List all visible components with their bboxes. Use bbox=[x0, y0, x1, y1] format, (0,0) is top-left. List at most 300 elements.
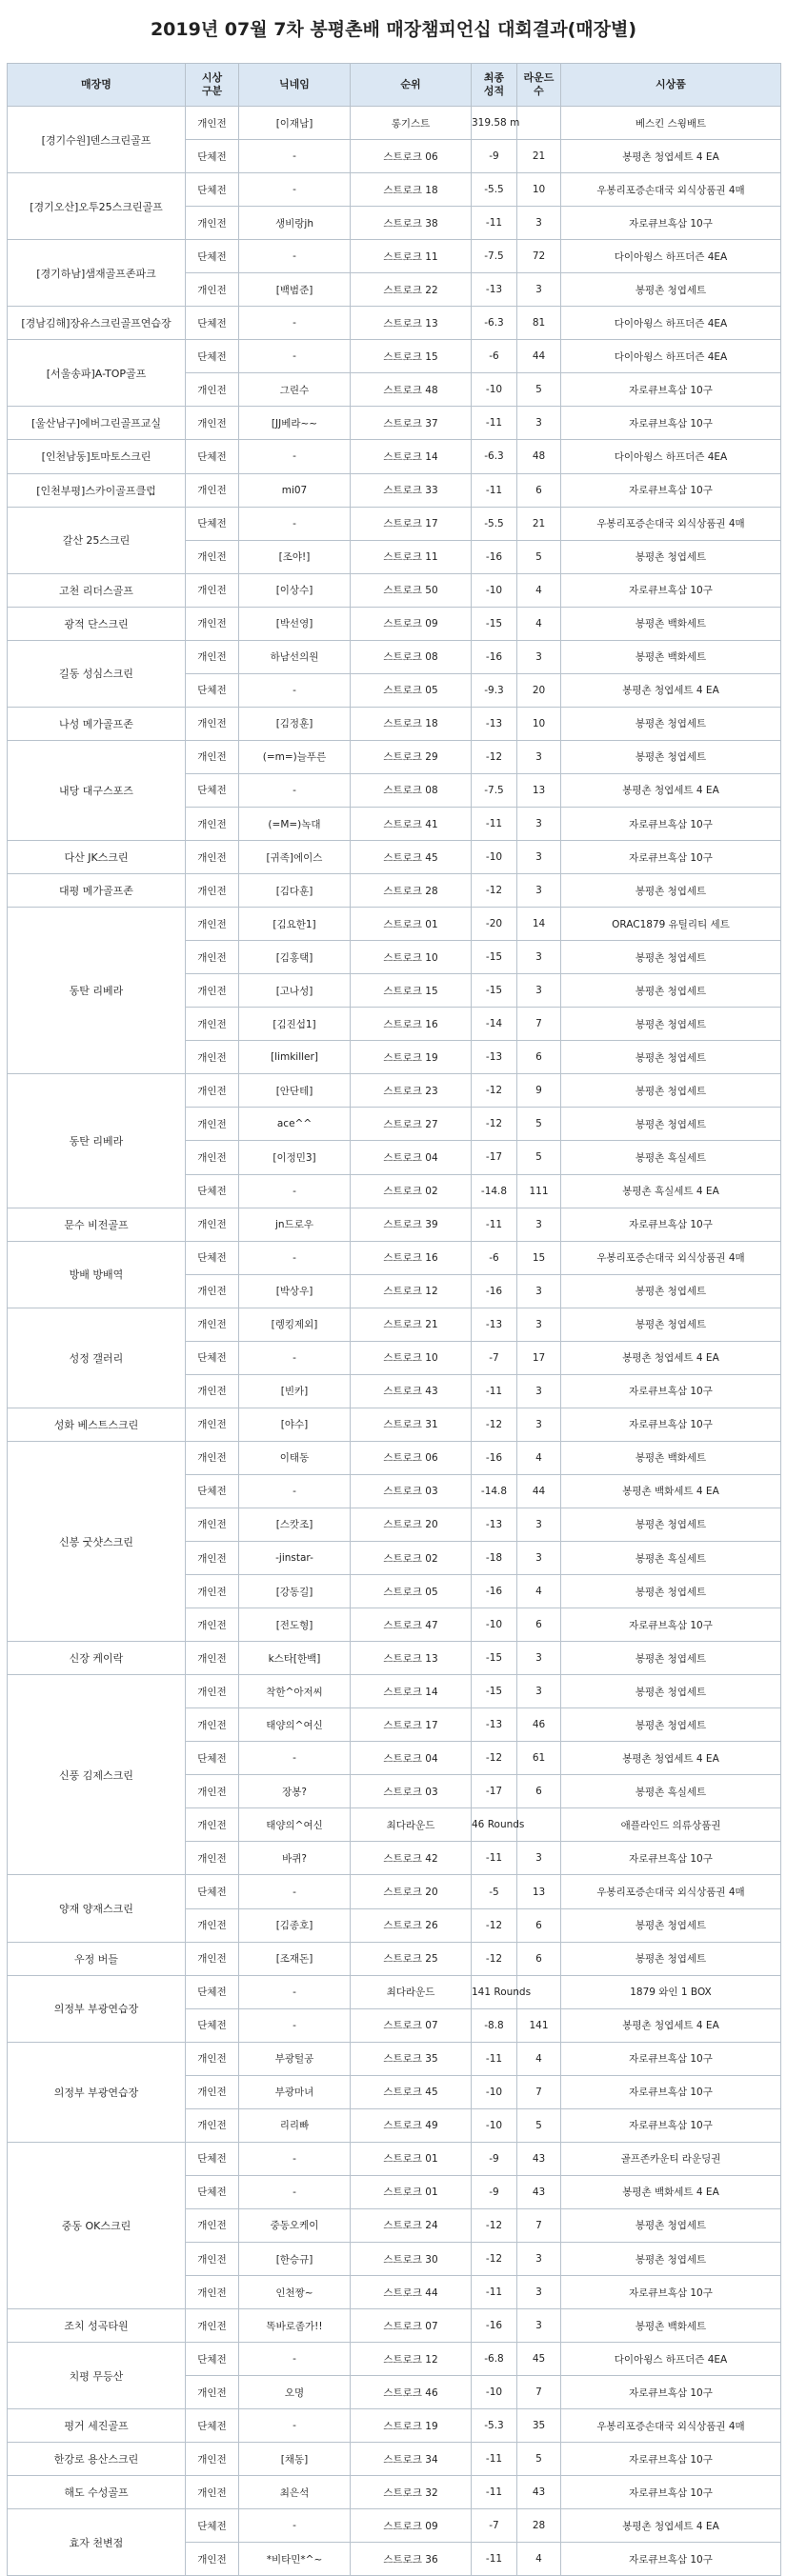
award-type-cell: 개인전 bbox=[186, 540, 239, 573]
prize-cell: 봉평촌 청엽세트 bbox=[561, 1908, 781, 1942]
nickname-cell: -jinstar- bbox=[239, 1542, 351, 1575]
rounds-cell: 3 bbox=[517, 974, 561, 1008]
final-score-cell: -7.5 bbox=[472, 240, 517, 273]
award-type-cell: 개인전 bbox=[186, 1675, 239, 1708]
award-type-cell: 개인전 bbox=[186, 1408, 239, 1441]
rank-cell: 스트로크 37 bbox=[351, 407, 472, 440]
nickname-cell: [이상수] bbox=[239, 573, 351, 607]
store-name-cell: [인천남동]토마토스크린 bbox=[8, 440, 186, 473]
rounds-cell: 5 bbox=[517, 2108, 561, 2142]
prize-cell: 봉평촌 청엽세트 bbox=[561, 2208, 781, 2242]
award-type-cell: 개인전 bbox=[186, 1074, 239, 1108]
rounds-cell: 4 bbox=[517, 1575, 561, 1608]
store-name-cell: 한강로 용산스크린 bbox=[8, 2443, 186, 2476]
final-score-cell: -16 bbox=[472, 640, 517, 673]
final-score-cell: -11 bbox=[472, 1374, 517, 1408]
prize-cell: 자로큐브흑삼 10구 bbox=[561, 2042, 781, 2075]
rounds-cell: 3 bbox=[517, 1274, 561, 1308]
final-score-cell: -10 bbox=[472, 841, 517, 874]
nickname-cell: [김정훈] bbox=[239, 707, 351, 740]
rounds-cell: 3 bbox=[517, 2309, 561, 2343]
rounds-cell: 3 bbox=[517, 874, 561, 908]
store-name-cell: [울산남구]에버그린골프교실 bbox=[8, 407, 186, 440]
rounds-cell: 3 bbox=[517, 841, 561, 874]
nickname-cell: - bbox=[239, 773, 351, 807]
final-score-cell: -12 bbox=[472, 1074, 517, 1108]
rounds-cell: 17 bbox=[517, 1341, 561, 1374]
prize-cell: 우봉리포증손대국 외식상품권 4매 bbox=[561, 2409, 781, 2443]
prize-cell: 봉평촌 백화세트 bbox=[561, 2309, 781, 2343]
final-score-cell: -12 bbox=[472, 874, 517, 908]
rounds-cell: 6 bbox=[517, 1608, 561, 1642]
table-row bbox=[8, 607, 781, 640]
award-type-cell: 개인전 bbox=[186, 1508, 239, 1541]
rank-cell: 스트로크 24 bbox=[351, 2208, 472, 2242]
rank-cell: 스트로크 01 bbox=[351, 908, 472, 941]
final-score-cell: -9 bbox=[472, 2175, 517, 2208]
award-type-cell: 개인전 bbox=[186, 2042, 239, 2075]
final-score-cell: -12 bbox=[472, 740, 517, 773]
table-row bbox=[8, 740, 781, 773]
prize-cell: 봉평촌 청엽세트 4 EA bbox=[561, 2509, 781, 2543]
rank-cell: 스트로크 23 bbox=[351, 1074, 472, 1108]
rank-cell: 스트로크 10 bbox=[351, 1341, 472, 1374]
rounds-cell: 10 bbox=[517, 707, 561, 740]
rank-cell: 스트로크 06 bbox=[351, 1441, 472, 1474]
final-score-cell: -10 bbox=[472, 573, 517, 607]
store-name-cell: 다산 JK스크린 bbox=[8, 841, 186, 874]
table-row bbox=[8, 640, 781, 673]
rank-cell: 스트로크 14 bbox=[351, 1675, 472, 1708]
prize-cell: 우봉리포증손대국 외식상품권 4매 bbox=[561, 1241, 781, 1274]
final-score-cell: -7 bbox=[472, 2509, 517, 2543]
prize-cell: 봉평촌 청엽세트 bbox=[561, 1274, 781, 1308]
rank-cell: 스트로크 30 bbox=[351, 2243, 472, 2276]
award-type-cell: 개인전 bbox=[186, 841, 239, 874]
store-name-cell: 갈산 25스크린 bbox=[8, 507, 186, 573]
final-score-cell: -11 bbox=[472, 2042, 517, 2075]
store-name-cell: 문수 비전골프 bbox=[8, 1208, 186, 1241]
award-type-cell: 단체전 bbox=[186, 2175, 239, 2208]
rank-cell: 스트로크 11 bbox=[351, 540, 472, 573]
rank-cell: 스트로크 29 bbox=[351, 740, 472, 773]
rounds-cell: 46 bbox=[517, 1708, 561, 1742]
rank-cell: 스트로크 19 bbox=[351, 1041, 472, 1074]
rank-cell: 스트로크 13 bbox=[351, 307, 472, 340]
table-row bbox=[8, 841, 781, 874]
rank-cell: 스트로크 01 bbox=[351, 2142, 472, 2175]
final-score-cell: -6.8 bbox=[472, 2343, 517, 2376]
rank-cell: 스트로크 34 bbox=[351, 2443, 472, 2476]
final-score-cell: -5.5 bbox=[472, 507, 517, 540]
store-name-cell: 길동 성심스크린 bbox=[8, 640, 186, 707]
final-score-cell: -12 bbox=[472, 1942, 517, 1975]
nickname-cell: - bbox=[239, 240, 351, 273]
rounds-cell: 6 bbox=[517, 1908, 561, 1942]
award-type-cell: 단체전 bbox=[186, 673, 239, 707]
rounds-cell: 3 bbox=[517, 273, 561, 307]
table-row bbox=[8, 440, 781, 473]
award-type-cell: 단체전 bbox=[186, 1174, 239, 1208]
prize-cell: 봉평촌 청엽세트 bbox=[561, 540, 781, 573]
rank-cell: 스트로크 09 bbox=[351, 607, 472, 640]
nickname-cell: - bbox=[239, 173, 351, 207]
rounds-cell: 4 bbox=[517, 2543, 561, 2576]
nickname-cell: 부광마녀 bbox=[239, 2075, 351, 2108]
prize-cell: 봉평촌 백화세트 4 EA bbox=[561, 1474, 781, 1508]
award-type-cell: 개인전 bbox=[186, 1441, 239, 1474]
table-row bbox=[8, 340, 781, 373]
final-score-cell: -11 bbox=[472, 407, 517, 440]
rank-cell: 스트로크 16 bbox=[351, 1241, 472, 1274]
store-name-cell: 중동 OK스크린 bbox=[8, 2142, 186, 2308]
nickname-cell: jn드로우 bbox=[239, 1208, 351, 1241]
final-score-cell: -15 bbox=[472, 1642, 517, 1675]
final-score-cell: -16 bbox=[472, 1441, 517, 1474]
prize-cell: 자로큐브흑삼 10구 bbox=[561, 2476, 781, 2509]
rank-cell: 스트로크 11 bbox=[351, 240, 472, 273]
prize-cell: 봉평촌 청엽세트 bbox=[561, 2243, 781, 2276]
nickname-cell: [전도형] bbox=[239, 1608, 351, 1642]
final-score-cell: -6 bbox=[472, 340, 517, 373]
final-score-cell: -12 bbox=[472, 1742, 517, 1775]
prize-cell: 봉평촌 흑실세트 4 EA bbox=[561, 1174, 781, 1208]
award-type-cell: 개인전 bbox=[186, 1374, 239, 1408]
store-name-cell: [경기오산]오투25스크린골프 bbox=[8, 173, 186, 240]
rank-cell: 스트로크 06 bbox=[351, 140, 472, 173]
final-score-cell: -16 bbox=[472, 1575, 517, 1608]
prize-cell: 봉평촌 흑실세트 bbox=[561, 1542, 781, 1575]
award-type-cell: 개인전 bbox=[186, 974, 239, 1008]
rounds-cell: 3 bbox=[517, 2243, 561, 2276]
table-row bbox=[8, 1675, 781, 1708]
rounds-cell: 43 bbox=[517, 2476, 561, 2509]
store-name-cell: 신봉 굿샷스크린 bbox=[8, 1441, 186, 1641]
table-row bbox=[8, 107, 781, 140]
final-score-cell: -9 bbox=[472, 2142, 517, 2175]
rank-cell: 스트로크 18 bbox=[351, 173, 472, 207]
award-type-cell: 개인전 bbox=[186, 2309, 239, 2343]
final-score-cell: -11 bbox=[472, 2276, 517, 2309]
award-type-cell: 개인전 bbox=[186, 273, 239, 307]
award-type-cell: 개인전 bbox=[186, 740, 239, 773]
rank-cell: 스트로크 36 bbox=[351, 2543, 472, 2576]
nickname-cell: 그린수 bbox=[239, 373, 351, 407]
nickname-cell: [백범준] bbox=[239, 273, 351, 307]
results-body bbox=[8, 107, 781, 2576]
nickname-cell: 리리빠 bbox=[239, 2108, 351, 2142]
table-row bbox=[8, 1441, 781, 1474]
award-type-cell: 개인전 bbox=[186, 2376, 239, 2409]
table-row bbox=[8, 2309, 781, 2343]
rank-cell: 스트로크 31 bbox=[351, 1408, 472, 1441]
award-type-cell: 개인전 bbox=[186, 1108, 239, 1141]
award-type-cell: 단체전 bbox=[186, 2509, 239, 2543]
nickname-cell: [박상우] bbox=[239, 1274, 351, 1308]
store-name-cell: 의정부 부광연습장 bbox=[8, 1975, 186, 2042]
final-score-cell: -12 bbox=[472, 1408, 517, 1441]
prize-cell: 자로큐브흑삼 10구 bbox=[561, 373, 781, 407]
nickname-cell: - bbox=[239, 2175, 351, 2208]
final-score-cell: -13 bbox=[472, 1708, 517, 1742]
nickname-cell: k스타[한백] bbox=[239, 1642, 351, 1675]
store-name-cell: 해도 수성골프 bbox=[8, 2476, 186, 2509]
store-name-cell: 양재 양재스크린 bbox=[8, 1875, 186, 1942]
award-type-cell: 개인전 bbox=[186, 107, 239, 140]
final-score-cell: -9.3 bbox=[472, 673, 517, 707]
rounds-cell: 72 bbox=[517, 240, 561, 273]
final-score-cell: -17 bbox=[472, 1775, 517, 1808]
rank-cell: 스트로크 04 bbox=[351, 1742, 472, 1775]
rounds-cell: 44 bbox=[517, 1474, 561, 1508]
rank-cell: 스트로크 05 bbox=[351, 1575, 472, 1608]
rounds-cell: 3 bbox=[517, 941, 561, 974]
nickname-cell: [박선영] bbox=[239, 607, 351, 640]
prize-cell: 애플라인드 의류상품권 bbox=[561, 1808, 781, 1842]
prize-cell: 봉평촌 백화세트 4 EA bbox=[561, 2175, 781, 2208]
final-score-cell: -11 bbox=[472, 207, 517, 240]
nickname-cell: [강동길] bbox=[239, 1575, 351, 1608]
rank-cell: 스트로크 02 bbox=[351, 1174, 472, 1208]
final-score-cell: 141 Rounds bbox=[472, 1975, 517, 2008]
table-row bbox=[8, 1408, 781, 1441]
final-score-cell: -11 bbox=[472, 1208, 517, 1241]
final-score-cell: -10 bbox=[472, 2075, 517, 2108]
final-score-cell: -10 bbox=[472, 373, 517, 407]
nickname-cell: - bbox=[239, 1341, 351, 1374]
award-type-cell: 단체전 bbox=[186, 340, 239, 373]
store-name-cell: [경남김해]장유스크린골프연습장 bbox=[8, 307, 186, 340]
final-score-cell: -6.3 bbox=[472, 307, 517, 340]
award-type-cell: 단체전 bbox=[186, 1241, 239, 1274]
nickname-cell: [렝킹제외] bbox=[239, 1308, 351, 1341]
rank-cell: 스트로크 38 bbox=[351, 207, 472, 240]
rounds-cell: 6 bbox=[517, 1942, 561, 1975]
award-type-cell: 개인전 bbox=[186, 1708, 239, 1742]
rank-cell: 스트로크 05 bbox=[351, 673, 472, 707]
nickname-cell: - bbox=[239, 1742, 351, 1775]
prize-cell: 봉평촌 청엽세트 bbox=[561, 1108, 781, 1141]
final-score-cell: -12 bbox=[472, 2208, 517, 2242]
table-row bbox=[8, 240, 781, 273]
award-type-cell: 개인전 bbox=[186, 2543, 239, 2576]
rank-cell: 스트로크 50 bbox=[351, 573, 472, 607]
prize-cell: 자로큐브흑삼 10구 bbox=[561, 2075, 781, 2108]
prize-cell: ORAC1879 유틸리티 세트 bbox=[561, 908, 781, 941]
store-name-cell: [인천부평]스카이골프클럽 bbox=[8, 473, 186, 507]
rounds-cell: 81 bbox=[517, 307, 561, 340]
final-score-cell: -10 bbox=[472, 1608, 517, 1642]
rank-cell: 스트로크 45 bbox=[351, 841, 472, 874]
nickname-cell: [안단테] bbox=[239, 1074, 351, 1108]
nickname-cell: [귀족]에이스 bbox=[239, 841, 351, 874]
rounds-cell: 3 bbox=[517, 1542, 561, 1575]
table-row bbox=[8, 507, 781, 540]
rounds-cell: 111 bbox=[517, 1174, 561, 1208]
prize-cell: 자로큐브흑삼 10구 bbox=[561, 2443, 781, 2476]
nickname-cell: (=m=)늘푸른 bbox=[239, 740, 351, 773]
prize-cell: 자로큐브흑삼 10구 bbox=[561, 807, 781, 840]
prize-cell: 봉평촌 청엽세트 bbox=[561, 1308, 781, 1341]
rank-cell: 스트로크 17 bbox=[351, 1708, 472, 1742]
award-type-cell: 개인전 bbox=[186, 1808, 239, 1842]
prize-cell: 봉평촌 청엽세트 bbox=[561, 707, 781, 740]
rounds-cell: 45 bbox=[517, 2343, 561, 2376]
award-type-cell: 단체전 bbox=[186, 2409, 239, 2443]
store-name-cell: 효자 천변점 bbox=[8, 2509, 186, 2576]
nickname-cell: 바퀴? bbox=[239, 1842, 351, 1875]
rounds-cell: 21 bbox=[517, 140, 561, 173]
prize-cell: 다이아윙스 하프더즌 4EA bbox=[561, 240, 781, 273]
header-final-score: 최종 성적 bbox=[472, 64, 517, 107]
prize-cell: 다이아윙스 하프더즌 4EA bbox=[561, 440, 781, 473]
nickname-cell: 장봉? bbox=[239, 1775, 351, 1808]
prize-cell: 자로큐브흑삼 10구 bbox=[561, 1408, 781, 1441]
page-title: 2019년 07월 7차 봉평촌배 매장챔피언십 대회결과(매장별) bbox=[150, 19, 637, 40]
rank-cell: 스트로크 28 bbox=[351, 874, 472, 908]
prize-cell: 봉평촌 청엽세트 bbox=[561, 1942, 781, 1975]
final-score-cell: -7 bbox=[472, 1341, 517, 1374]
final-score-cell: -14.8 bbox=[472, 1474, 517, 1508]
rounds-cell: 3 bbox=[517, 1408, 561, 1441]
final-score-cell: -14.8 bbox=[472, 1174, 517, 1208]
rank-cell: 스트로크 02 bbox=[351, 1542, 472, 1575]
nickname-cell: - bbox=[239, 1975, 351, 2008]
award-type-cell: 개인전 bbox=[186, 1942, 239, 1975]
final-score-cell: 319.58 m bbox=[472, 107, 517, 140]
rounds-cell: 7 bbox=[517, 2075, 561, 2108]
nickname-cell: [limkiller] bbox=[239, 1041, 351, 1074]
store-name-cell: 대평 메가골프존 bbox=[8, 874, 186, 908]
prize-cell: 자로큐브흑삼 10구 bbox=[561, 407, 781, 440]
final-score-cell: -7.5 bbox=[472, 773, 517, 807]
rank-cell: 스트로크 01 bbox=[351, 2175, 472, 2208]
prize-cell: 봉평촌 백화세트 bbox=[561, 1441, 781, 1474]
store-name-cell: 조치 성곡타원 bbox=[8, 2309, 186, 2343]
rounds-cell: 5 bbox=[517, 540, 561, 573]
nickname-cell: - bbox=[239, 340, 351, 373]
rank-cell: 최다라운드 bbox=[351, 1975, 472, 2008]
award-type-cell: 개인전 bbox=[186, 1208, 239, 1241]
prize-cell: 자로큐브흑삼 10구 bbox=[561, 2276, 781, 2309]
rounds-cell: 3 bbox=[517, 207, 561, 240]
nickname-cell: [이재남] bbox=[239, 107, 351, 140]
rounds-cell: 10 bbox=[517, 173, 561, 207]
award-type-cell: 개인전 bbox=[186, 2476, 239, 2509]
final-score-cell: -17 bbox=[472, 1141, 517, 1174]
table-row bbox=[8, 2409, 781, 2443]
nickname-cell: - bbox=[239, 1474, 351, 1508]
rounds-cell: 4 bbox=[517, 1441, 561, 1474]
nickname-cell: 중동오케이 bbox=[239, 2208, 351, 2242]
award-type-cell: 개인전 bbox=[186, 1308, 239, 1341]
table-row bbox=[8, 2142, 781, 2175]
final-score-cell: -12 bbox=[472, 1908, 517, 1942]
nickname-cell: 인천짱~ bbox=[239, 2276, 351, 2309]
results-table bbox=[7, 63, 781, 2576]
rank-cell: 스트로크 12 bbox=[351, 2343, 472, 2376]
prize-cell: 자로큐브흑삼 10구 bbox=[561, 1374, 781, 1408]
table-row bbox=[8, 1975, 781, 2008]
prize-cell: 봉평촌 청엽세트 4 EA bbox=[561, 1341, 781, 1374]
nickname-cell: [김진섭1] bbox=[239, 1008, 351, 1041]
rank-cell: 스트로크 27 bbox=[351, 1108, 472, 1141]
prize-cell: 베스킨 스윙배트 bbox=[561, 107, 781, 140]
rank-cell: 스트로크 12 bbox=[351, 1274, 472, 1308]
award-type-cell: 개인전 bbox=[186, 807, 239, 840]
award-type-cell: 개인전 bbox=[186, 707, 239, 740]
prize-cell: 봉평촌 청엽세트 bbox=[561, 974, 781, 1008]
prize-cell: 봉평촌 흑실세트 bbox=[561, 1775, 781, 1808]
prize-cell: 봉평촌 백화세트 bbox=[561, 607, 781, 640]
award-type-cell: 개인전 bbox=[186, 2276, 239, 2309]
prize-cell: 자로큐브흑삼 10구 bbox=[561, 573, 781, 607]
nickname-cell: *비타민*^~ bbox=[239, 2543, 351, 2576]
award-type-cell: 개인전 bbox=[186, 2208, 239, 2242]
table-row bbox=[8, 2343, 781, 2376]
final-score-cell: -12 bbox=[472, 2243, 517, 2276]
table-row bbox=[8, 473, 781, 507]
nickname-cell: 이태동 bbox=[239, 1441, 351, 1474]
rounds-cell: 43 bbox=[517, 2175, 561, 2208]
award-type-cell: 개인전 bbox=[186, 874, 239, 908]
award-type-cell: 개인전 bbox=[186, 607, 239, 640]
nickname-cell: [채동] bbox=[239, 2443, 351, 2476]
rounds-cell bbox=[517, 107, 561, 140]
award-type-cell: 단체전 bbox=[186, 1742, 239, 1775]
nickname-cell: ace^^ bbox=[239, 1108, 351, 1141]
award-type-cell: 개인전 bbox=[186, 573, 239, 607]
prize-cell: 봉평촌 청엽세트 4 EA bbox=[561, 673, 781, 707]
final-score-cell: -13 bbox=[472, 1508, 517, 1541]
table-row bbox=[8, 1642, 781, 1675]
prize-cell: 다이아윙스 하프더즌 4EA bbox=[561, 307, 781, 340]
rounds-cell: 43 bbox=[517, 2142, 561, 2175]
header-award-type: 시상 구분 bbox=[186, 64, 239, 107]
nickname-cell: 태양의^여신 bbox=[239, 1708, 351, 1742]
prize-cell: 자로큐브흑삼 10구 bbox=[561, 473, 781, 507]
table-row bbox=[8, 307, 781, 340]
prize-cell: 봉평촌 청엽세트 bbox=[561, 874, 781, 908]
store-name-cell: 내당 대구스포즈 bbox=[8, 740, 186, 840]
award-type-cell: 개인전 bbox=[186, 2075, 239, 2108]
rank-cell: 스트로크 08 bbox=[351, 640, 472, 673]
rank-cell: 스트로크 25 bbox=[351, 1942, 472, 1975]
rounds-cell: 3 bbox=[517, 1374, 561, 1408]
award-type-cell: 개인전 bbox=[186, 1642, 239, 1675]
final-score-cell: -11 bbox=[472, 2443, 517, 2476]
final-score-cell: -16 bbox=[472, 540, 517, 573]
nickname-cell: [JJ베라~~ bbox=[239, 407, 351, 440]
prize-cell: 봉평촌 청엽세트 4 EA bbox=[561, 1742, 781, 1775]
rounds-cell: 6 bbox=[517, 1775, 561, 1808]
rounds-cell: 5 bbox=[517, 2443, 561, 2476]
award-type-cell: 개인전 bbox=[186, 207, 239, 240]
prize-cell: 자로큐브흑삼 10구 bbox=[561, 2108, 781, 2142]
final-score-cell: -6.3 bbox=[472, 440, 517, 473]
rounds-cell: 14 bbox=[517, 908, 561, 941]
award-type-cell: 단체전 bbox=[186, 440, 239, 473]
table-row bbox=[8, 1308, 781, 1341]
nickname-cell: 하남선의원 bbox=[239, 640, 351, 673]
nickname-cell: - bbox=[239, 440, 351, 473]
nickname-cell: - bbox=[239, 1241, 351, 1274]
prize-cell: 다이아윙스 하프더즌 4EA bbox=[561, 340, 781, 373]
award-type-cell: 개인전 bbox=[186, 1274, 239, 1308]
rank-cell: 스트로크 03 bbox=[351, 1775, 472, 1808]
rounds-cell: 48 bbox=[517, 440, 561, 473]
final-score-cell: -14 bbox=[472, 1008, 517, 1041]
